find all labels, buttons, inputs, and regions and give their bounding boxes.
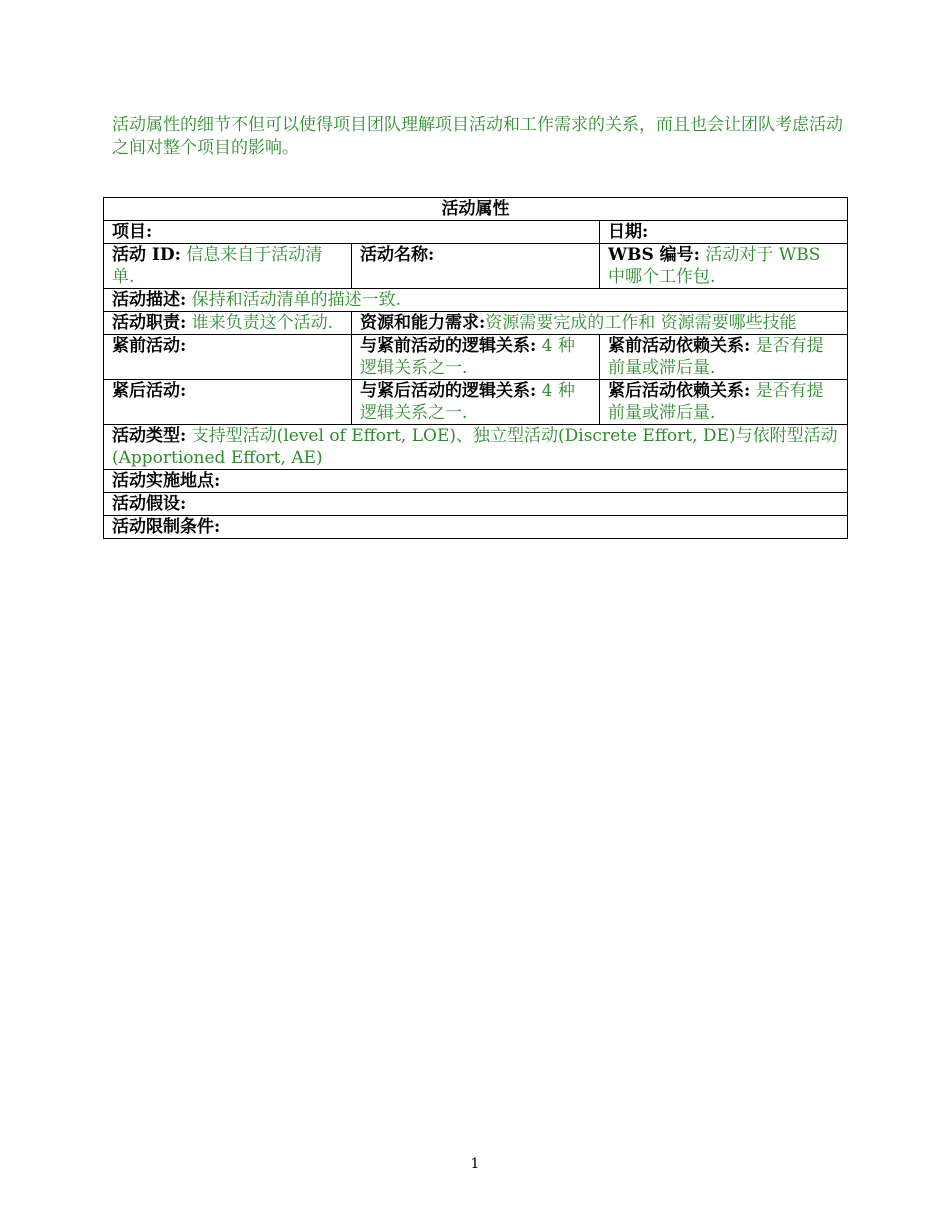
successor-logic-cell [352, 380, 600, 425]
predecessor-dependency-cell [600, 335, 848, 380]
wbs-value: 活动对于 WBS 中哪个工作包. [608, 245, 821, 287]
predecessor-logic-label: 与紧前活动的逻辑关系: [360, 336, 537, 356]
date-label: 日期: [608, 222, 649, 242]
activity-name-label: 活动名称: [360, 245, 435, 265]
constraints-label: 活动限制条件: [112, 517, 221, 537]
description-value: 保持和活动清单的描述一致. [186, 290, 402, 310]
date-cell [600, 221, 848, 244]
predecessor-cell [104, 335, 352, 380]
wbs-label: WBS 编号: [608, 245, 700, 265]
project-cell [104, 221, 600, 244]
successor-logic-value: 4 种逻辑关系之一. [360, 381, 575, 423]
wbs-cell [600, 244, 848, 289]
table-row [104, 335, 848, 380]
successor-logic-label: 与紧后活动的逻辑关系: [360, 381, 537, 401]
location-cell [104, 470, 848, 493]
predecessor-logic-cell [352, 335, 600, 380]
table-row [104, 198, 848, 221]
assumptions-cell [104, 493, 848, 516]
resource-value: 资源需要完成的工作和 资源需要哪些技能 [485, 313, 797, 333]
table-title: 活动属性 [104, 198, 848, 221]
responsibility-cell [104, 312, 352, 335]
successor-dependency-label: 紧后活动依赖关系: [608, 381, 751, 401]
description-cell [104, 289, 848, 312]
table-row [104, 470, 848, 493]
table-row [104, 221, 848, 244]
intro-paragraph: 活动属性的细节不但可以使得项目团队理解项目活动和工作需求的关系，而且也会让团队考虑活动之间对整个项目的影响。 [112, 115, 843, 158]
predecessor-dependency-value: 是否有提前量或滞后量. [608, 336, 824, 378]
responsibility-value: 谁来负责这个活动. [186, 313, 334, 333]
table-row [104, 516, 848, 539]
table-row [104, 425, 848, 470]
assumptions-label: 活动假设: [112, 494, 187, 514]
activity-id-label: 活动 ID: [112, 245, 181, 265]
predecessor-dependency-label: 紧前活动依赖关系: [608, 336, 751, 356]
activity-type-value: 支持型活动(level of Effort, LOE)、独立型活动(Discrete Effort, DE)与依附型活动(Apportioned Effort, AE) [112, 426, 838, 468]
table-row [104, 493, 848, 516]
successor-dependency-value: 是否有提前量或滞后量. [608, 381, 824, 423]
predecessor-logic-value: 4 种逻辑关系之一. [360, 336, 575, 378]
page-number: 1 [470, 1156, 480, 1172]
project-label: 项目: [112, 222, 153, 242]
location-label: 活动实施地点: [112, 471, 221, 491]
predecessor-label: 紧前活动: [112, 336, 187, 356]
table-row [104, 380, 848, 425]
activity-name-cell [352, 244, 600, 289]
resource-cell [352, 312, 848, 335]
table-row [104, 289, 848, 312]
resource-label: 资源和能力需求: [360, 313, 486, 333]
table-row [104, 244, 848, 289]
description-label: 活动描述: [112, 290, 187, 310]
activity-type-cell [104, 425, 848, 470]
successor-label: 紧后活动: [112, 381, 187, 401]
activity-type-label: 活动类型: [112, 426, 187, 446]
activity-id-value: 信息来自于活动清单. [112, 245, 323, 287]
successor-cell [104, 380, 352, 425]
table-row [104, 312, 848, 335]
successor-dependency-cell [600, 380, 848, 425]
responsibility-label: 活动职责: [112, 313, 187, 333]
activity-attributes-table [103, 197, 848, 539]
activity-id-cell [104, 244, 352, 289]
constraints-cell [104, 516, 848, 539]
